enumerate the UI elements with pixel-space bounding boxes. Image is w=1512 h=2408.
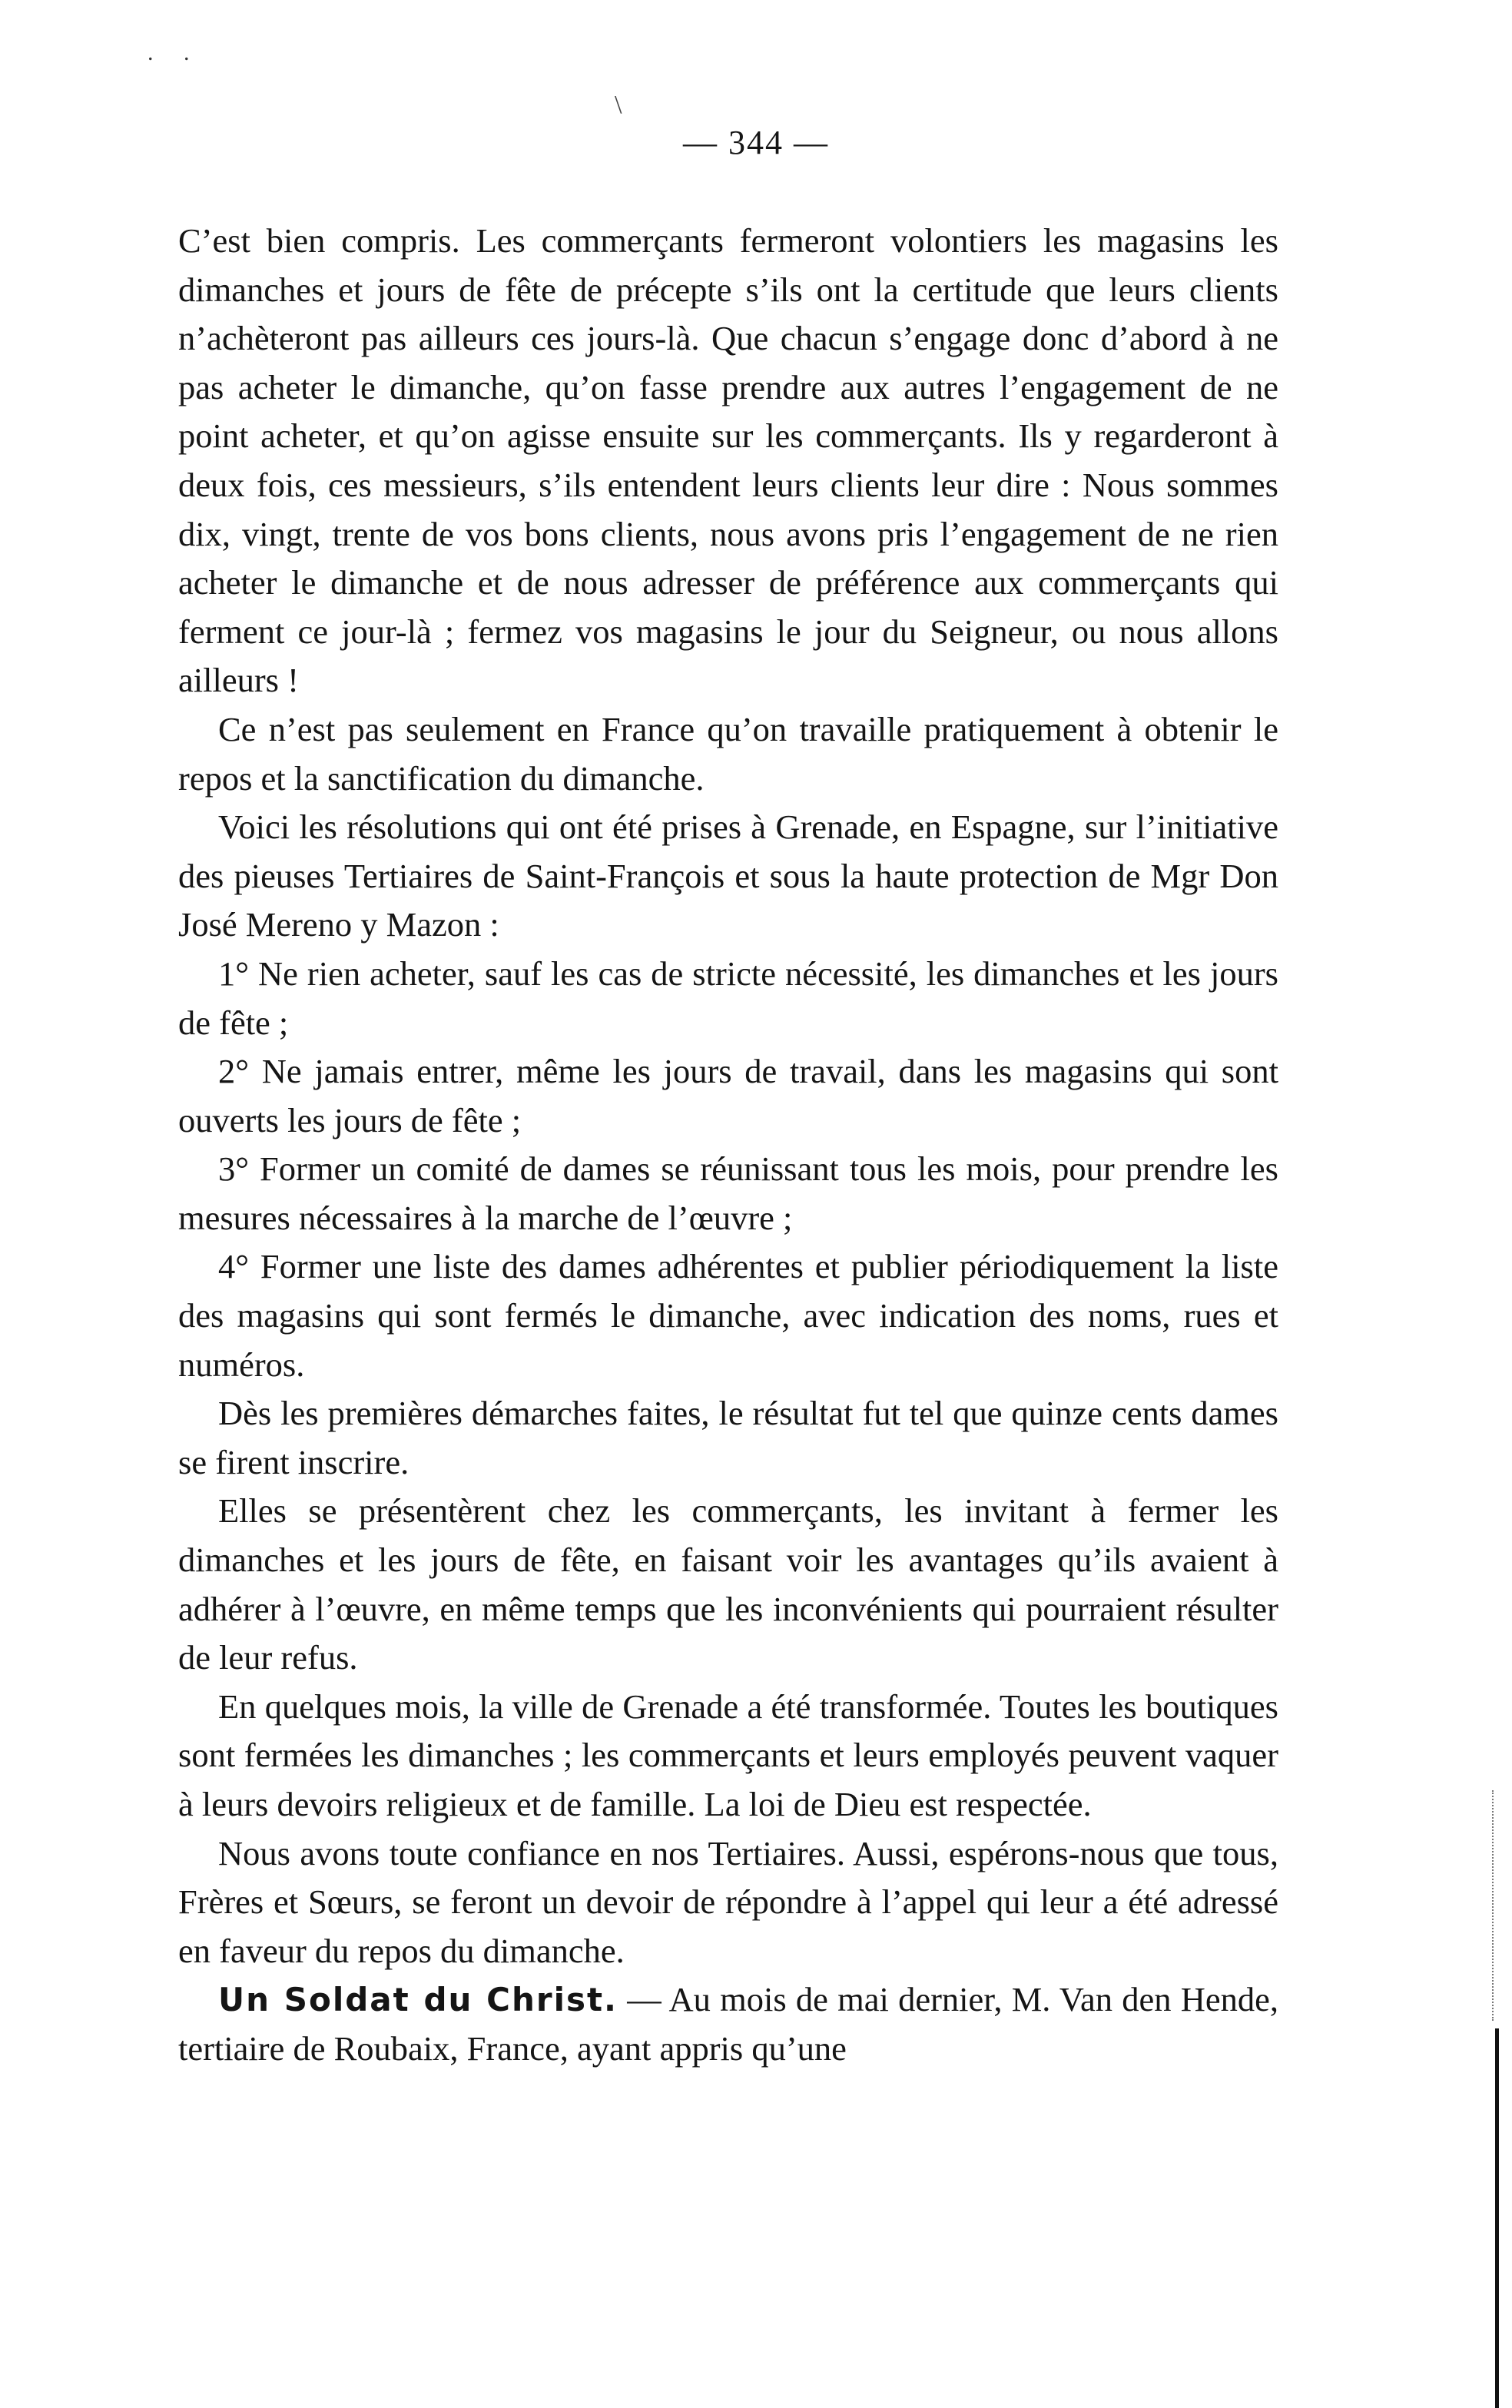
list-item-resolution-2: 2° Ne jamais entrer, même les jours de travail, dans les magasins qui sont ouverts les jours de fête ; [178,1052,1278,1139]
paragraph: Dès les premières démarches faites, le résultat fut tel que quinze cents dames se firent inscrire. [178,1394,1278,1481]
paragraph: Nous avons toute confiance en nos Tertiaires. Aussi, espérons-nous que tous, Frères et Sœurs, se feront un devoir de répondre à l’appel qui leur a été adressé en faveur du repos du dimanche. [178,1833,1278,1970]
body-text [178,217,1278,2074]
list-item-resolution-3: 3° Former un comité de dames se réunissant tous les mois, pour prendre les mesures nécessaires à la marche de l’œuvre ; [178,1149,1278,1237]
page-number: — 344 — [683,124,829,161]
paragraph: C’est bien compris. Les commerçants fermeront volontiers les magasins les dimanches et jours de fête de précepte s’ils ont la certitude que leurs clients n’achèteront pas ailleurs ces jours-là. Que chacun s’engage donc d’abord à ne pas acheter le dimanche, qu’on fasse prendre aux autres l’engagement de ne point acheter, et qu’on agisse ensuite sur les commerçants. Ils y regarderont à deux fois, ces messieurs, s’ils entendent leurs clients leur dire : Nous sommes dix, vingt, trente de vos bons clients, nous avons pris l’engagement de ne rien acheter le dimanche et de nous adresser de préférence aux commerçants qui ferment ce jour-là ; fermez vos magasins le jour du Seigneur, ou nous allons ailleurs ! [178,221,1278,700]
section-title: Un Soldat du Christ. [218,1981,618,2019]
list-item-resolution-4: 4° Former une liste des dames adhérentes et publier périodiquement la liste des magasins qui sont fermés le dimanche, avec indication des noms, rues et numéros. [178,1247,1278,1384]
list-item-resolution-1: 1° Ne rien acheter, sauf les cas de stricte nécessité, les dimanches et les jours de fête ; [178,954,1278,1042]
tick-mark: \ [615,91,622,119]
margin-dots [1492,1790,1495,2021]
section-paragraph [178,1975,1278,2073]
paragraph: Ce n’est pas seulement en France qu’on travaille pratiquement à obtenir le repos et la sanctification du dimanche. [178,709,1278,798]
margin-rule [1495,2028,1499,2408]
corner-marks: . . [148,40,202,65]
paragraph: Voici les résolutions qui ont été prises à Grenade, en Espagne, sur l’initiative des pieuses Tertiaires de Saint-François et sous la haute protection de Mgr Don José Mereno y Mazon : [178,808,1278,944]
section-text: — Au mois de mai dernier, M. Van den Hende, tertiaire de Roubaix, France, ayant appris qu’une [178,1980,1278,2068]
paragraph: Elles se présentèrent chez les commerçants, les invitant à fermer les dimanches et les jours de fête, en faisant voir les avantages qu’ils avaient à adhérer à l’œuvre, en même temps que les inconvénients qui pourraient résulter de leur refus. [178,1491,1278,1677]
paragraph: En quelques mois, la ville de Grenade a été transformée. Toutes les boutiques sont fermées les dimanches ; les commerçants et leurs employés peuvent vaquer à leurs devoirs religieux et de famille. La loi de Dieu est respectée. [178,1687,1278,1823]
